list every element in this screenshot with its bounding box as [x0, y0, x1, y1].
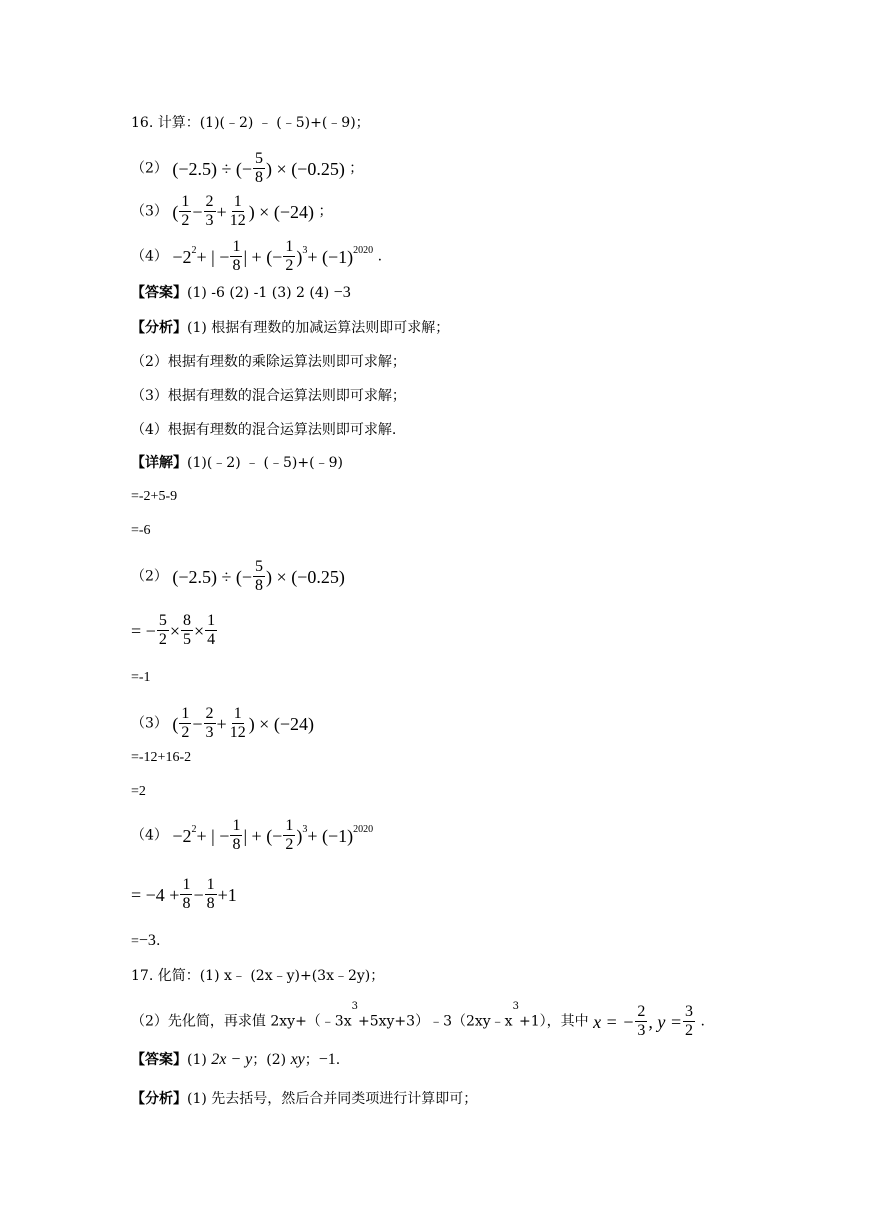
step-text: =-6 [131, 523, 151, 538]
q17-part2 [131, 1003, 705, 1040]
expr-text: + [216, 201, 227, 222]
q16-part2-expression [172, 150, 344, 187]
expr-text: ) [296, 825, 303, 846]
numerator: 5 [255, 150, 264, 167]
expr-text: − [192, 713, 203, 734]
q16-detail-2 [131, 558, 345, 595]
exponent: 3 [302, 823, 308, 835]
step-expression [131, 876, 237, 913]
denominator: 4 [207, 631, 216, 648]
fraction [179, 705, 191, 742]
q16-part2-label: （2） [131, 160, 168, 177]
q16-analysis-1 [131, 318, 449, 338]
denominator: 8 [255, 577, 264, 594]
q16-analysis-2 [131, 352, 406, 372]
numerator: 1 [181, 193, 190, 210]
numerator: 1 [232, 238, 241, 255]
exponent: 2 [191, 244, 197, 256]
expr-text: ( [172, 713, 179, 734]
step [131, 782, 146, 802]
punct: . [700, 1013, 705, 1030]
denominator: 2 [158, 631, 167, 648]
analysis-text: （2）根据有理数的乘除运算法则即可求解； [131, 354, 406, 370]
expr-text: ) × (−24) [248, 713, 314, 734]
numerator: 5 [158, 612, 167, 629]
detail-label: （2） [131, 568, 168, 585]
fraction [228, 193, 248, 230]
expr-text: × [193, 620, 205, 641]
q17-title-text: 17. 化简：(1) x﹣ (2x﹣y)+(3x﹣2y)； [131, 968, 385, 984]
expr-text: (−2.5) ÷ (− [172, 566, 253, 587]
answer-math: 2x − y [211, 1051, 253, 1068]
fraction [204, 193, 216, 230]
numerator: 1 [182, 876, 191, 893]
fraction [179, 193, 191, 230]
q17-answer [131, 1050, 340, 1070]
analysis-tag: 【分析】 [131, 320, 187, 336]
expr-text: ) × (−0.25) [266, 566, 345, 587]
fraction [180, 876, 192, 913]
expr-text: （2）先化简，再求值 2xy+（﹣3x [131, 1013, 352, 1030]
q16-part4-label: （4） [131, 248, 168, 265]
expr-text: − [192, 201, 203, 222]
step-text: =-2+5-9 [131, 489, 178, 504]
q16-analysis-3 [131, 386, 406, 406]
step [131, 612, 218, 649]
q16-part4-expression [172, 238, 373, 275]
numerator: 1 [233, 705, 242, 722]
fraction [205, 612, 217, 649]
step [131, 876, 237, 913]
q16-title [131, 113, 370, 133]
q16-part3-label: （3） [131, 203, 168, 220]
expr-text: × [169, 620, 180, 641]
exponent: 2020 [353, 244, 374, 256]
expr-text: +5xy+3）﹣3（2xy﹣x [357, 1013, 513, 1030]
fraction [157, 612, 169, 649]
answer-text: ； [304, 1052, 319, 1068]
denominator: 3 [205, 724, 214, 741]
exponent: 2 [191, 823, 197, 835]
punct: . [155, 933, 161, 949]
denominator: 8 [232, 257, 241, 274]
step [131, 521, 151, 541]
fraction [683, 1003, 695, 1040]
step-expression [131, 612, 218, 649]
answer-tag: 【答案】 [131, 1052, 187, 1068]
q16-part3-expression [172, 193, 314, 230]
expr-text: + (−1) [307, 246, 354, 267]
expr-text: | + (− [243, 825, 283, 846]
q16-part3 [131, 193, 332, 230]
expr-text: +1 [217, 884, 237, 905]
numerator: 2 [637, 1003, 646, 1020]
q16-detail-4 [131, 817, 373, 854]
punct: ； [349, 160, 364, 177]
denominator: 2 [285, 836, 294, 853]
step [131, 668, 151, 688]
expr-text: = −4 + [131, 884, 180, 905]
expr-text: ) [296, 246, 303, 267]
q16-detail-1 [131, 453, 343, 473]
numerator: 1 [285, 817, 294, 834]
numerator: 2 [205, 193, 214, 210]
step [131, 748, 191, 768]
fraction [283, 238, 295, 275]
exponent: 3 [351, 1001, 358, 1012]
punct: . [335, 1052, 341, 1068]
expr-text: − [193, 884, 204, 905]
detail-expression [172, 558, 344, 595]
numerator: 1 [181, 705, 190, 722]
answer-math: −1 [318, 1051, 336, 1068]
answer-text: ；(2) [252, 1052, 291, 1068]
expr-text: ) × (−24) [248, 201, 314, 222]
expr-text: ) × (−0.25) [266, 158, 345, 179]
denominator: 8 [182, 895, 191, 912]
analysis-tag: 【分析】 [131, 1091, 187, 1107]
expr-text: −2 [172, 246, 192, 267]
denominator: 5 [182, 631, 191, 648]
expr-text: x = − [593, 1011, 635, 1032]
exponent: 3 [302, 244, 308, 256]
fraction [228, 705, 248, 742]
analysis-text: （3）根据有理数的混合运算法则即可求解； [131, 388, 406, 404]
q16-answer [131, 283, 351, 303]
detail-expression [172, 817, 373, 854]
denominator: 8 [206, 895, 215, 912]
expr-text: + | − [196, 246, 230, 267]
numerator: 3 [685, 1003, 693, 1020]
punct: ； [318, 203, 333, 220]
expr-text: (−2.5) ÷ (− [172, 158, 253, 179]
fraction [181, 612, 193, 649]
fraction [253, 558, 265, 595]
numerator: 1 [232, 817, 241, 834]
q17-analysis-1 [131, 1089, 477, 1109]
fraction [253, 150, 265, 187]
step-text: =2 [131, 784, 146, 799]
q17-part2-values [593, 1003, 696, 1040]
q16-title-text: 16. 计算：(1)(﹣2) ﹣ (﹣5)+(﹣9)； [131, 115, 370, 131]
q17-title [131, 966, 384, 986]
denominator: 2 [285, 257, 294, 274]
q16-part2 [131, 150, 363, 187]
analysis-text: (1) 根据有理数的加减运算法则即可求解； [187, 320, 450, 336]
expr-text: ( [172, 201, 179, 222]
answer-text: (1) [187, 1052, 212, 1068]
numerator: 2 [205, 705, 214, 722]
expr-text: , y = [648, 1011, 682, 1032]
denominator: 12 [229, 724, 246, 741]
detail-label: （4） [131, 827, 168, 844]
q16-analysis-4 [131, 420, 396, 440]
denominator: 8 [255, 169, 264, 186]
step-math: −3 [138, 932, 156, 949]
punct: . [377, 248, 383, 265]
expr-text: + [216, 713, 227, 734]
expr-text: +1），其中 [518, 1013, 589, 1030]
answer-math: −3 [333, 284, 351, 301]
answer-tag: 【答案】 [131, 285, 187, 301]
fraction [230, 238, 242, 275]
denominator: 12 [229, 212, 246, 229]
denominator: 2 [181, 212, 190, 229]
fraction [230, 817, 242, 854]
denominator: 3 [637, 1022, 646, 1039]
q16-detail-3 [131, 705, 314, 742]
fraction [205, 876, 217, 913]
expr-text: + | − [196, 825, 230, 846]
denominator: 3 [205, 212, 214, 229]
q16-part4 [131, 238, 382, 275]
denominator: 8 [232, 836, 241, 853]
expr-text: | + (− [243, 246, 283, 267]
analysis-text: （4）根据有理数的混合运算法则即可求解. [131, 422, 397, 438]
answer-text: (1) -6 (2) -1 (3) 2 (4) [187, 285, 334, 301]
step [131, 487, 177, 507]
numerator: 1 [206, 876, 215, 893]
fraction [204, 705, 216, 742]
expr-text: −2 [172, 825, 192, 846]
step-text: = [131, 934, 139, 949]
denominator: 2 [685, 1022, 693, 1039]
denominator: 2 [181, 724, 190, 741]
detail-label: （3） [131, 715, 168, 732]
analysis-text: (1) 先去括号，然后合并同类项进行计算即可； [187, 1091, 478, 1107]
numerator: 8 [182, 612, 191, 629]
step [131, 931, 160, 952]
expr-text: + (−1) [307, 825, 354, 846]
fraction [635, 1003, 647, 1040]
numerator: 1 [207, 612, 216, 629]
fraction [283, 817, 295, 854]
expr-text: = − [131, 620, 156, 641]
exponent: 3 [512, 1001, 519, 1012]
step-text: =-12+16-2 [131, 750, 192, 765]
detail-tag: 【详解】 [131, 455, 187, 471]
numerator: 5 [255, 558, 264, 575]
detail-text: (1)(﹣2) ﹣ (﹣5)+(﹣9) [187, 455, 343, 471]
detail-expression [172, 705, 314, 742]
numerator: 1 [285, 238, 294, 255]
numerator: 1 [233, 193, 242, 210]
answer-math: xy [290, 1051, 305, 1068]
step-text: =-1 [131, 670, 151, 685]
exponent: 2020 [353, 823, 374, 835]
